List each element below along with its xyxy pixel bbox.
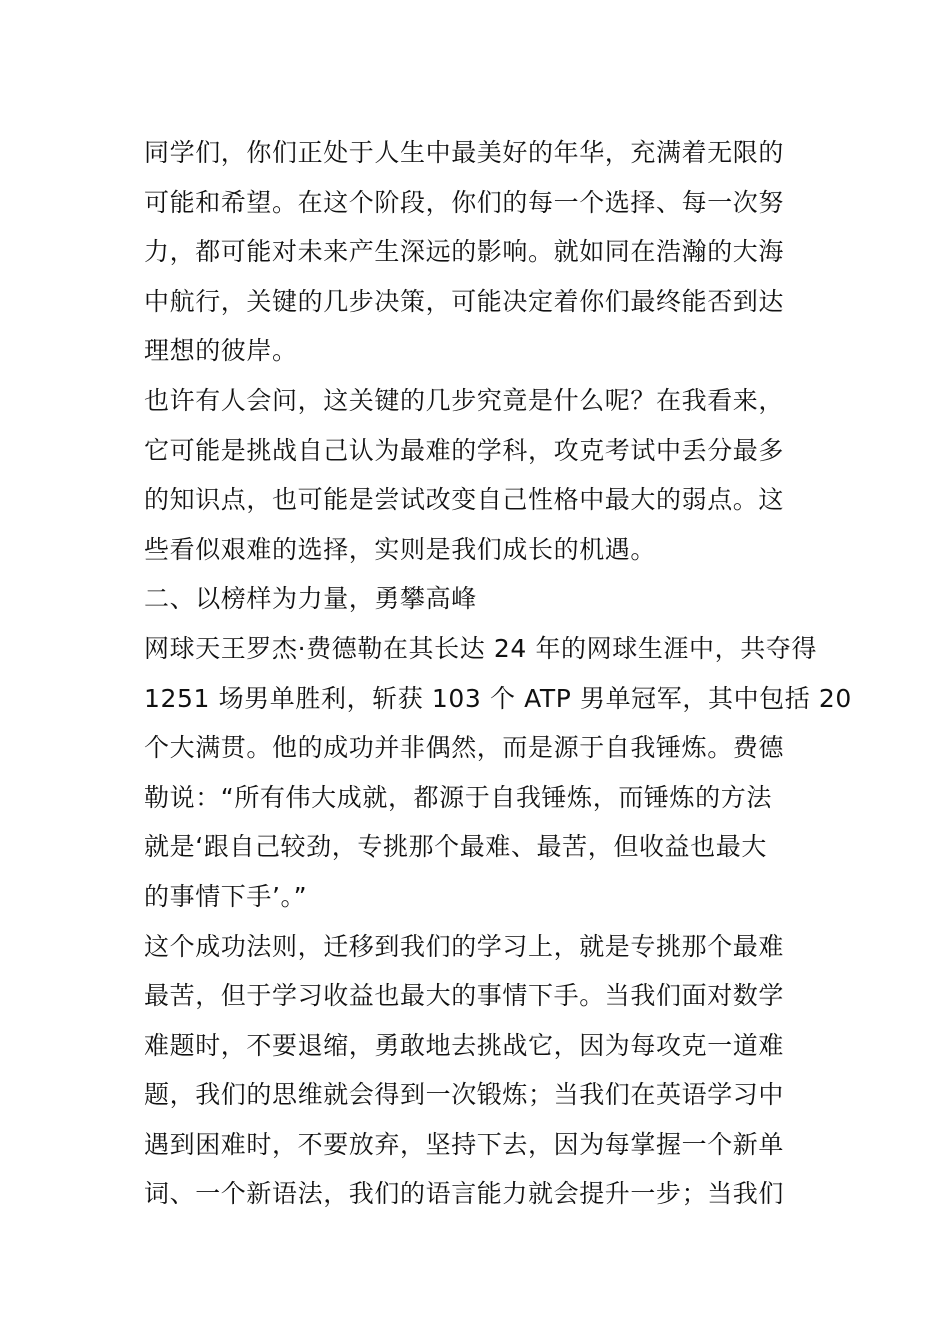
text-line: 些看似艰难的选择，实则是我们成长的机遇。 <box>144 534 657 564</box>
text-line: 1251 场男单胜利，斩获 103 个 ATP 男单冠军，其中包括 20 <box>144 683 852 713</box>
text-line: 网球天王罗杰·费德勒在其长达 24 年的网球生涯中，共夺得 <box>144 633 818 663</box>
text-line: 就是‘跟自己较劲，专挑那个最难、最苦，但收益也最大 <box>144 832 767 862</box>
text-line: 勒说：“所有伟大成就，都源于自我锤炼，而锤炼的方法 <box>144 782 772 812</box>
text-line: 最苦，但于学习收益也最大的事情下手。当我们面对数学 <box>144 981 785 1011</box>
text-line: 力，都可能对未来产生深远的影响。就如同在浩瀚的大海 <box>144 237 785 267</box>
text-line: 的事情下手’。” <box>144 881 308 911</box>
text-line: 也许有人会问，这关键的几步究竟是什么呢？在我看来， <box>144 385 785 415</box>
text-line: 理想的彼岸。 <box>144 336 298 366</box>
text-line: 可能和希望。在这个阶段，你们的每一个选择、每一次努 <box>144 187 785 217</box>
text-line: 它可能是挑战自己认为最难的学科，攻克考试中丢分最多 <box>144 435 785 465</box>
text-line: 同学们，你们正处于人生中最美好的年华，充满着无限的 <box>144 138 785 167</box>
text-line: 的知识点，也可能是尝试改变自己性格中最大的弱点。这 <box>144 485 785 515</box>
document-body <box>144 128 852 1219</box>
text-line: 中航行，关键的几步决策，可能决定着你们最终能否到达 <box>144 286 785 316</box>
text-line: 这个成功法则，迁移到我们的学习上，就是专挑那个最难 <box>144 931 785 961</box>
text-line: 个大满贯。他的成功并非偶然，而是源于自我锤炼。费德 <box>144 733 785 763</box>
text-line: 词、一个新语法，我们的语言能力就会提升一步；当我们 <box>144 1179 785 1209</box>
text-line: 题，我们的思维就会得到一次锻炼；当我们在英语学习中 <box>144 1080 785 1110</box>
text-line: 难题时，不要退缩，勇敢地去挑战它，因为每攻克一道难 <box>144 1030 785 1060</box>
text-line: 遇到困难时，不要放弃，坚持下去，因为每掌握一个新单 <box>144 1129 785 1159</box>
section-heading: 二、以榜样为力量，勇攀高峰 <box>144 584 477 614</box>
